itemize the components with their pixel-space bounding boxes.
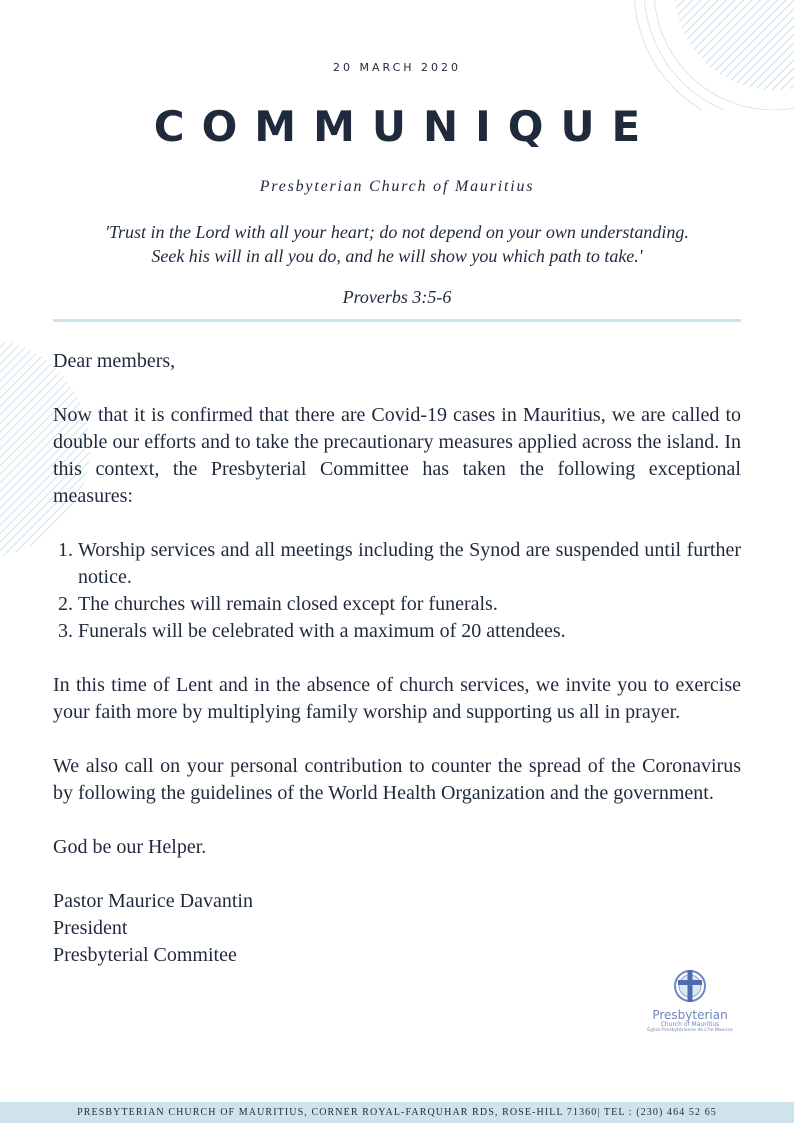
bible-verse [40, 220, 754, 268]
logo-subtitle: Church of Mauritius [660, 1021, 720, 1028]
verse-line-2: Seek his will in all you do, and he will show you which path to take.' [151, 246, 643, 266]
lent-paragraph: In this time of Lent and in the absence of church services, we invite you to exercise your faith more by multiplying family worship and supporting us all in prayer. [53, 674, 741, 723]
organization-name: Presbyterian Church of Mauritius [259, 178, 535, 195]
church-logo [636, 968, 744, 1046]
signatory-role: President [53, 917, 128, 939]
closing: God be our Helper. [53, 836, 207, 858]
cross-emblem-icon [673, 968, 707, 1004]
measures-list [53, 537, 741, 645]
verse-reference: Proverbs 3:5-6 [342, 287, 452, 307]
signature-block [53, 888, 741, 969]
footer-address: PRESBYTERIAN CHURCH OF MAURITIUS, CORNER ROYAL-FARQUHAR RDS, ROSE-HILL 71360| TEL : (230) 464 52 65 [0, 1102, 794, 1123]
list-item: 1. Worship services and all meetings including the Synod are suspended until further notice. [78, 537, 741, 591]
greeting: Dear members, [53, 350, 176, 372]
contribution-paragraph: We also call on your personal contribution to counter the spread of the Coronavirus by following the guidelines of the World Health Organization and the government. [53, 755, 741, 804]
intro-paragraph: Now that it is confirmed that there are Covid-19 cases in Mauritius, we are called to double our efforts and to take the precautionary measures applied across the island. In this context, the Presbyterial Committee has taken the following exceptional measures: [53, 404, 741, 507]
list-item: 2. The churches will remain closed except for funerals. [78, 591, 741, 618]
logo-french-name: Église Presbytérienne de L'île Maurice [647, 1028, 733, 1033]
verse-line-1: 'Trust in the Lord with all your heart; do not depend on your own understanding. [105, 222, 689, 242]
signatory-committee: Presbyterial Commitee [53, 944, 237, 966]
signatory-name: Pastor Maurice Davantin [53, 890, 253, 912]
hatched-circle-decoration [624, 0, 794, 110]
logo-name: Presbyterian [652, 1008, 728, 1022]
page-title: COMMUNIQUE [153, 102, 658, 151]
letter-body [53, 348, 741, 969]
list-item: 3. Funerals will be celebrated with a maximum of 20 attendees. [78, 618, 741, 645]
divider [53, 319, 741, 322]
communique-date: 20 MARCH 2020 [332, 61, 462, 74]
